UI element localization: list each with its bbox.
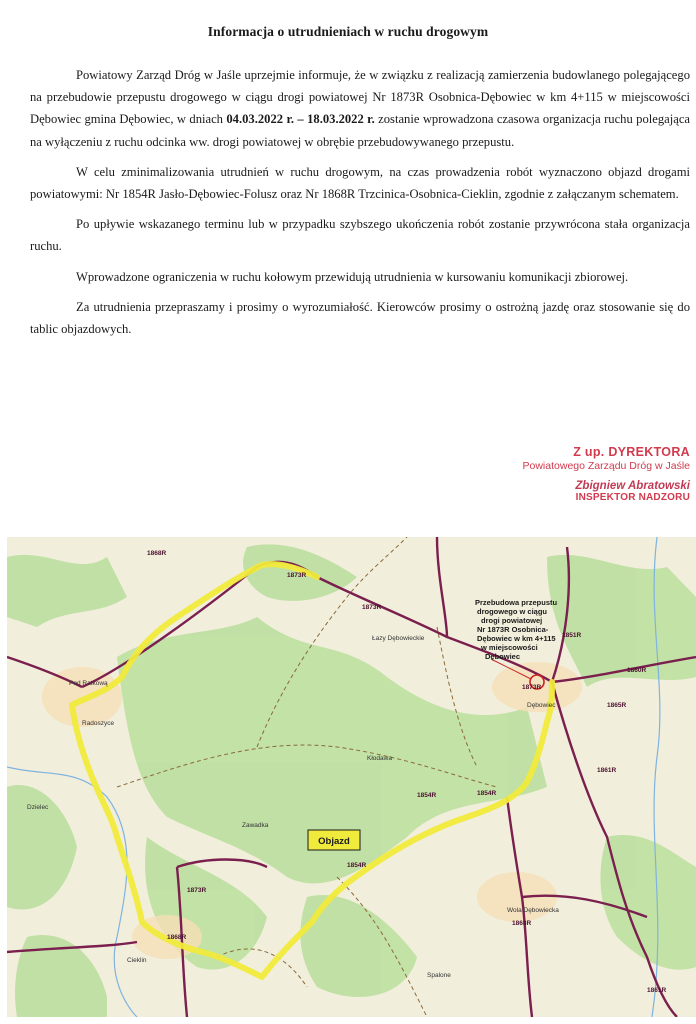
label-1860R: 1860R — [627, 667, 647, 674]
place-zawadka: Zawadka — [242, 822, 269, 829]
stamp-line-1: Z up. DYREKTORA — [573, 445, 690, 459]
paragraph-5: Za utrudnienia przepraszamy i prosimy o wyrozumiałość. Kierowców prosimy o ostrożną jazdę oraz stosowanie się do tablic objazdowych. — [30, 299, 690, 337]
stamp-line-4: INSPEKTOR NADZORU — [575, 492, 690, 503]
village-area — [477, 872, 557, 922]
stamp-signature: Zbigniew Abratowski — [575, 480, 690, 492]
paragraph-2: W celu zminimalizowania utrudnień w ruchu drogowym, na czas prowadzenia robót wyznaczono objazd drogami powiatowymi: Nr 1854R Jasło-Dębowiec-Folusz oraz Nr 1868R Trzcinica-Osobnica-Cieklin, zgodnie z załączanym schematem. — [30, 164, 690, 202]
label-1851R: 1851R — [562, 632, 582, 639]
label-1854R: 1854R — [347, 862, 367, 869]
place-radoszyce: Radoszyce — [82, 720, 115, 727]
annotation-line-4: Nr 1873R Osobnica- — [477, 625, 549, 634]
place-klodawa: Kłodawa — [367, 755, 392, 762]
detour-label — [308, 830, 360, 850]
place-pod-ratkowa: Pod Ratkową — [69, 680, 108, 687]
paragraph-3: Po upływie wskazanego terminu lub w przypadku szybszego ukończenia robót zostanie przywrócona stała organizacja ruchu. — [30, 217, 690, 254]
label-1868R: 1868R — [512, 920, 532, 927]
document-body — [30, 64, 690, 348]
place-cieklin: Cieklin — [127, 957, 147, 964]
annotation-line-7: Dębowiec — [485, 652, 521, 661]
place-dzielec: Dzielec — [27, 804, 49, 811]
label-1861R: 1861R — [597, 767, 617, 774]
place-spalone: Spalone — [427, 972, 451, 979]
signature-stamp — [500, 445, 690, 503]
label-1865R: 1865R — [607, 702, 627, 709]
detour-map — [7, 537, 696, 1017]
place-debowiec: Dębowiec — [527, 702, 556, 709]
label-1854R: 1854R — [417, 792, 437, 799]
label-1854R: 1854R — [477, 790, 497, 797]
map-svg — [7, 537, 696, 1017]
stamp-line-2: Powiatowego Zarządu Dróg w Jaśle — [522, 460, 690, 472]
paragraph-4: Wprowadzone ograniczenia w ruchu kołowym przewidują utrudnienia w kursowaniu komunikacji zbiorowej. — [76, 269, 629, 284]
detour-label-text: Objazd — [318, 836, 350, 847]
label-1873R: 1873R — [522, 684, 542, 691]
annotation-line-2: drogowego w ciągu — [477, 607, 548, 616]
label-1873R: 1873R — [287, 572, 307, 579]
label-1873R: 1873R — [362, 604, 382, 611]
document-title: Informacja o utrudnieniach w ruchu drogowym — [207, 24, 489, 39]
p1-text-end: zostanie wprowadzona czasowa organizacja ruchu polegająca na wyłączeniu z ruchu odcinka ww. drogi powiatowej w obrębie przebudowywanego przepustu. — [30, 112, 690, 149]
label-1873R-south: 1873R — [187, 887, 207, 894]
p1-text-start: Powiatowy Zarząd Dróg w Jaśle uprzejmie informuje, że w związku z realizacją zamierzenia budowlanego polegającego na przebudowie przepustu drogowego w ciągu drogi powiatowej Nr 1873R Osobnica-Dębowiec w km 4+115 w miejscowości Dębowiec gmina Dębowiec, w dniach — [30, 68, 690, 127]
annotation-line-6: w miejscowości — [481, 643, 538, 652]
paragraph-1 — [30, 64, 690, 153]
place-wola: Wola Dębowiecka — [507, 907, 559, 914]
date-range: 04.03.2022 r. – 18.03.2022 r. — [226, 112, 375, 127]
place-laz: Łazy Dębowieckie — [372, 635, 425, 642]
annotation-line-1: Przebudowa przepustu — [475, 598, 558, 607]
label-1868R: 1868R — [147, 550, 167, 557]
annotation-line-5: Dębowiec w km 4+115 — [477, 634, 556, 643]
annotation-line-3: drogi powiatowej — [481, 616, 543, 625]
label-1861R: 1861R — [647, 987, 667, 994]
label-1868R: 1868R — [167, 934, 187, 941]
